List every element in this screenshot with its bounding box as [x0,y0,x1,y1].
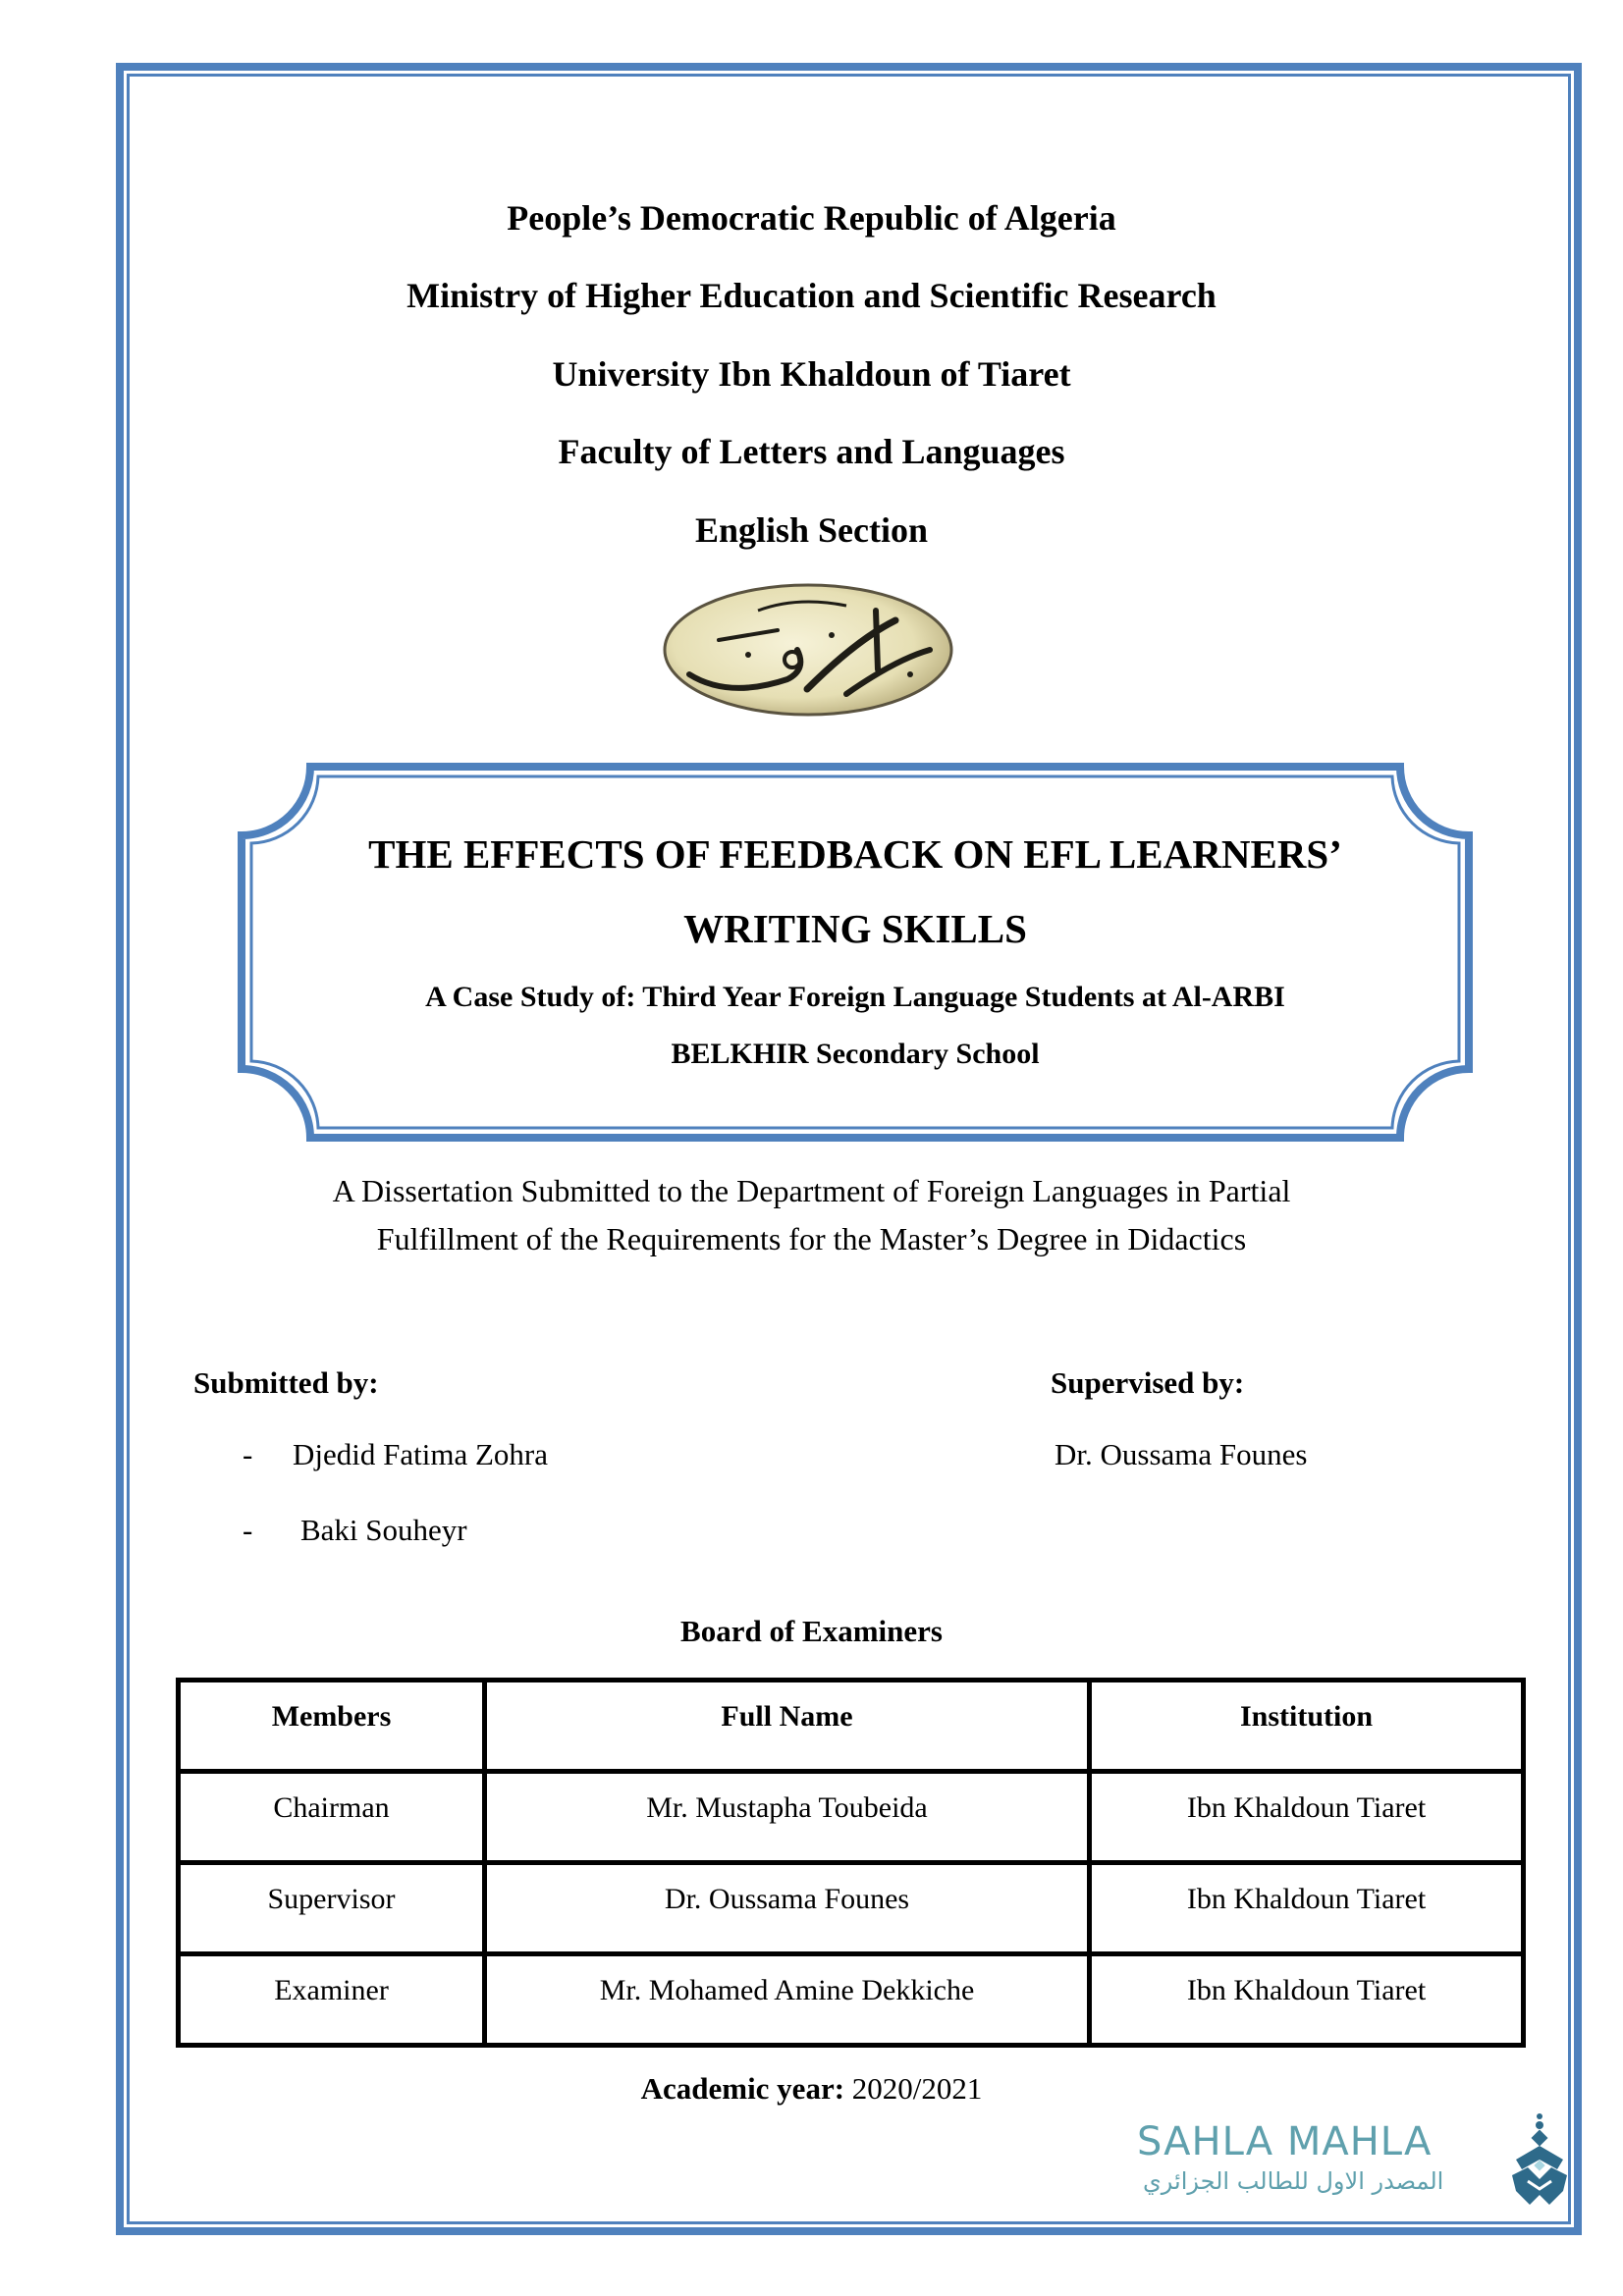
member-full-name: Mr. Mohamed Amine Dekkiche [485,1954,1090,2046]
member-institution: Ibn Khaldoun Tiaret [1090,1954,1524,2046]
title-box-frame [236,761,1475,1144]
sahla-mahla-watermark [1137,2110,1569,2209]
member-institution: Ibn Khaldoun Tiaret [1090,1772,1524,1863]
table-row [179,1772,1524,1863]
academic-year [129,2071,1494,2107]
member-role: Supervisor [179,1863,485,1954]
column-header-full-name: Full Name [485,1681,1090,1772]
header-faculty: Faculty of Letters and Languages [558,432,1065,471]
thesis-subtitle-line2: BELKHIR Secondary School [671,1038,1040,1070]
board-title: Board of Examiners [680,1614,943,1648]
table-header-row [179,1681,1524,1772]
table-row [179,1954,1524,2046]
submitted-by-label: Submitted by: [193,1365,379,1400]
author-bullet: - [243,1513,253,1547]
supervised-by-label: Supervised by: [1051,1365,1245,1400]
dissertation-statement-line2: Fulfillment of the Requirements for the Master’s Degree in Didactics [376,1221,1247,1256]
board-of-examiners-table [176,1678,1526,2048]
supervisor-name: Dr. Oussama Founes [1055,1437,1308,1471]
column-header-members: Members [179,1681,485,1772]
academic-year-value: 2020/2021 [851,2071,983,2106]
thesis-title-line1: THE EFFECTS OF FEEDBACK ON EFL LEARNERS’ [368,831,1342,877]
university-seal-icon [660,581,956,719]
header-ministry: Ministry of Higher Education and Scientific Research [406,276,1217,315]
sahla-mahla-logo-icon [1508,2110,1571,2209]
watermark-brand: SAHLA MAHLA [1137,2119,1433,2164]
academic-year-label: Academic year: [640,2071,845,2106]
author-name: Baki Souheyr [300,1513,467,1547]
author-name: Djedid Fatima Zohra [293,1437,548,1471]
member-full-name: Dr. Oussama Founes [485,1863,1090,1954]
table-row [179,1863,1524,1954]
watermark-tagline: المصدر الاول للطالب الجزائري [1143,2167,1444,2195]
author-bullet: - [243,1437,253,1471]
dissertation-statement-line1: A Dissertation Submitted to the Department of Foreign Languages in Partial [332,1173,1291,1208]
member-role: Chairman [179,1772,485,1863]
member-institution: Ibn Khaldoun Tiaret [1090,1863,1524,1954]
member-full-name: Mr. Mustapha Toubeida [485,1772,1090,1863]
thesis-title-line2: WRITING SKILLS [683,906,1027,951]
thesis-subtitle-line1: A Case Study of: Third Year Foreign Language Students at Al-ARBI [425,981,1285,1013]
header-section: English Section [694,510,929,550]
member-role: Examiner [179,1954,485,2046]
header-country: People’s Democratic Republic of Algeria [507,198,1116,238]
title-box [236,761,1475,1144]
column-header-institution: Institution [1090,1681,1524,1772]
header-university: University Ibn Khaldoun of Tiaret [552,354,1071,394]
